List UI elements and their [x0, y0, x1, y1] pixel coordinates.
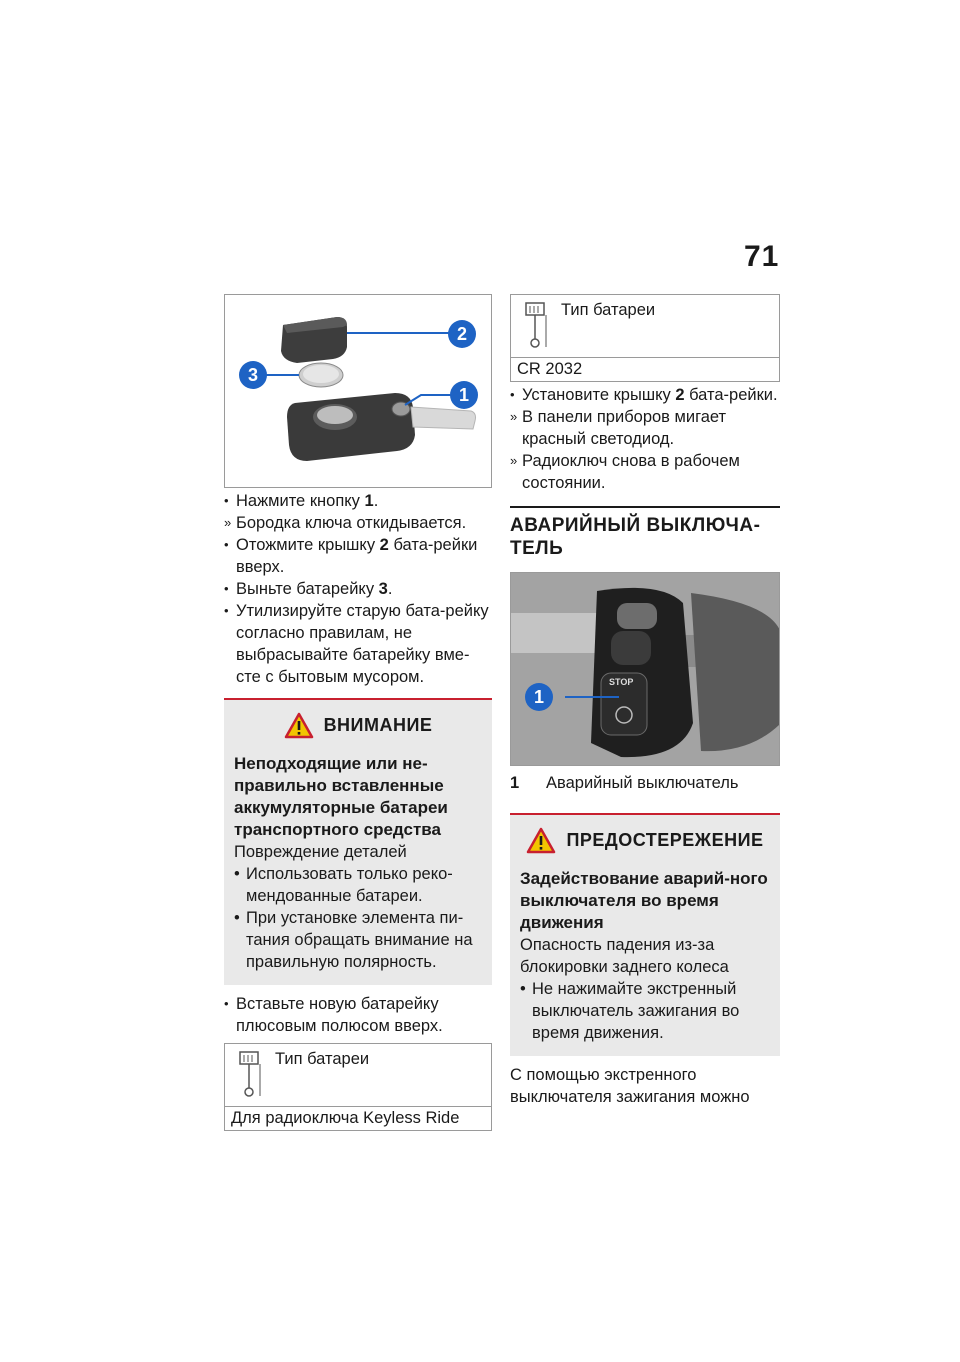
- handlebar-switch-illustration: [511, 573, 780, 765]
- right-column: [510, 294, 780, 1108]
- callout-2: 2: [448, 320, 476, 348]
- warning-subtitle: Задействование аварий-ного выключателя во время движения: [520, 869, 768, 932]
- removal-steps: [224, 490, 492, 688]
- spec-value: CR 2032: [517, 360, 583, 378]
- battery-spec-box: [510, 294, 780, 382]
- battery-spec-box: [224, 1043, 492, 1131]
- callout-3: 3: [239, 361, 267, 389]
- caution-title: ВНИМАНИЕ: [323, 715, 433, 735]
- stop-label: STOP: [609, 677, 634, 687]
- callout-1: 1: [450, 381, 478, 409]
- list-item: • Выньте батарейку 3.: [224, 580, 393, 598]
- section-title: АВАРИЙНЫЙ ВЫКЛЮЧА-ТЕЛЬ: [510, 506, 780, 560]
- key-battery-figure: [224, 294, 492, 488]
- list-item: • Вставьте новую батарейку плюсовым полюсом вверх.: [224, 995, 443, 1035]
- list-item: » Бородка ключа откидывается.: [224, 514, 467, 532]
- battery-type-icon: [237, 1050, 263, 1098]
- warning-box: [510, 813, 780, 1056]
- spec-label: Тип батареи: [561, 301, 656, 319]
- caution-list: [234, 863, 482, 973]
- page-number: 71: [744, 240, 780, 273]
- warning-title: ПРЕДОСТЕРЕЖЕНИЕ: [566, 830, 764, 850]
- battery-type-icon: [523, 301, 549, 349]
- list-item: • Утилизируйте старую бата-рейку согласно правилам, не выбрасывайте батарейку вме-сте с бытовым мусором.: [224, 602, 489, 686]
- spec-label: Тип батареи: [275, 1050, 370, 1068]
- list-item: • Использовать только реко-мендованные батареи.: [234, 863, 482, 907]
- warning-text: Опасность падения из-за блокировки заднего колеса: [520, 936, 729, 976]
- warning-list: [520, 978, 770, 1044]
- body-paragraph: С помощью экстренного выключателя зажигания можно: [510, 1066, 750, 1106]
- caution-box: [224, 698, 492, 985]
- figure-caption: 1 Аварийный выключатель: [510, 774, 739, 792]
- list-item: • Установите крышку 2 бата-рейки.: [510, 386, 778, 404]
- list-item: • Отожмите крышку 2 бата-рейки вверх.: [224, 536, 478, 576]
- insert-step: [224, 993, 492, 1037]
- warning-triangle-icon: [526, 827, 556, 854]
- list-item: • Нажмите кнопку 1.: [224, 492, 379, 510]
- list-item: • Не нажимайте экстренный выключатель зажигания во время движения.: [520, 978, 770, 1044]
- list-item: • При установке элемента пи-тания обращать внимание на правильную полярность.: [234, 907, 482, 973]
- caution-subtitle: Неподходящие или не-правильно вставленные аккумуляторные батареи транспортного средства: [234, 754, 448, 839]
- spec-value: Для радиоключа Keyless Ride: [231, 1109, 460, 1127]
- list-item: » В панели приборов мигает красный светодиод.: [510, 408, 727, 448]
- left-column: [224, 294, 492, 1131]
- callout-1: 1: [525, 683, 553, 711]
- kill-switch-figure: [510, 572, 780, 766]
- install-steps: [510, 384, 780, 494]
- list-item: » Радиоключ снова в рабочем состоянии.: [510, 452, 740, 492]
- caution-text: Повреждение деталей: [234, 843, 407, 861]
- warning-triangle-icon: [284, 712, 314, 739]
